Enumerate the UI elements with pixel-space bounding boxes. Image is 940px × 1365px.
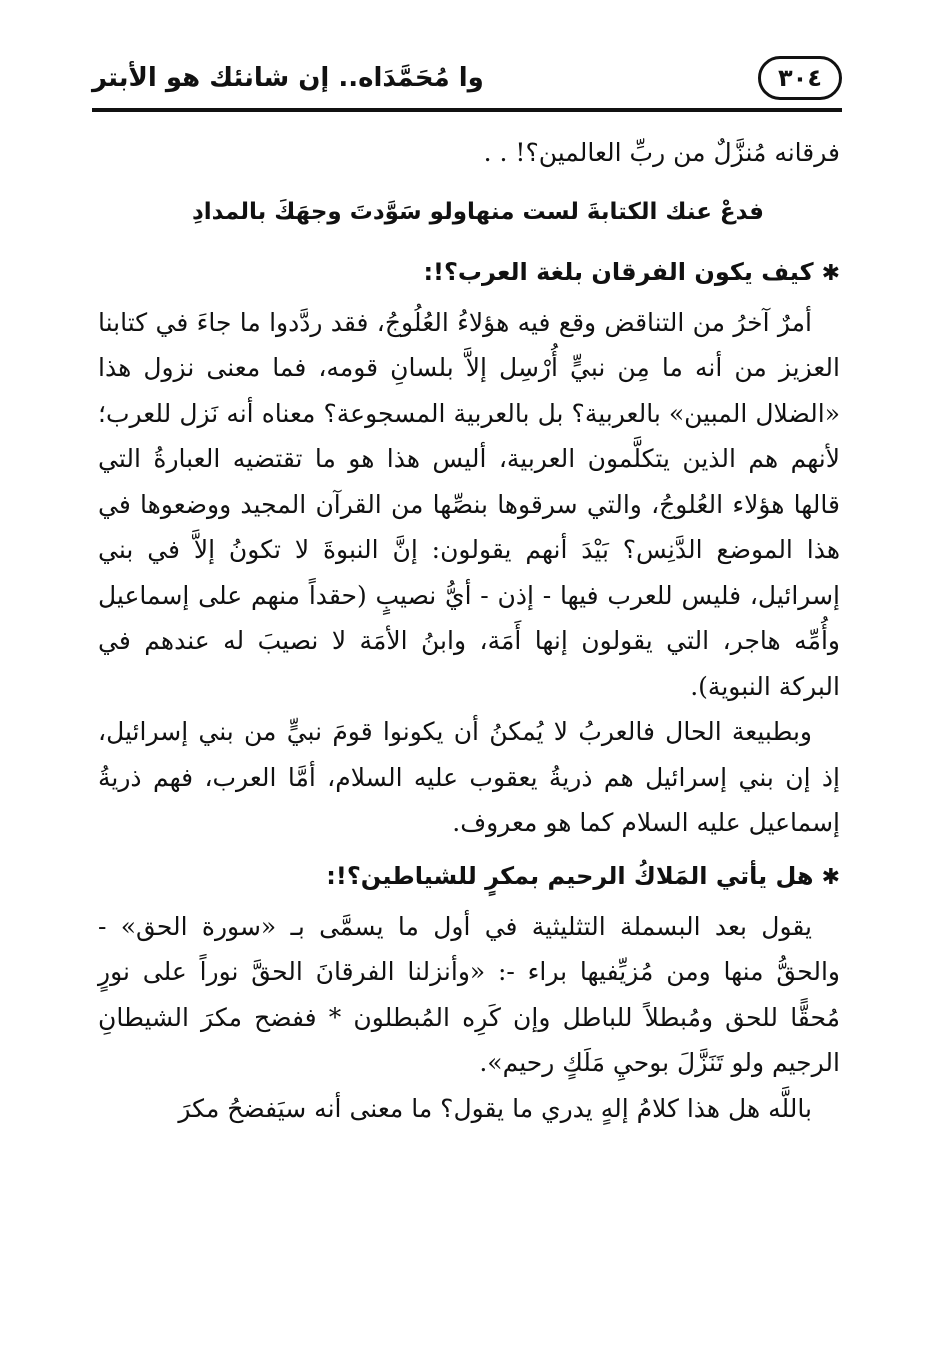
- paragraph: أمرٌ آخرُ من التناقض وقع فيه هؤلاءُ العُلُوجُ، فقد ردَّدوا ما جاءَ في كتابنا العزيز من أنه ما مِن نبيٍّ أُرْسِل إلاَّ بلسانِ قومه، فما معنى نزول هذا «الضلال المبين» بالعربية؟ بل بالعربية المسجوعة؟ معناه أنه نَزل للعرب؛ لأنهم هم الذين يتكلَّمون العربية، أليس هذا هو ما تقتضيه العبارةُ التي قالها هؤلاء العُلوجُ، والتي سرقوها بنصِّها من القرآن المجيد ووضعوها في هذا الموضع الدَّنِس؟ بَيْدَ أنهم يقولون: إنَّ النبوةَ لا تكونُ إلاَّ في بني إسرائيل، فليس للعرب فيها - إذن - أيُّ نصيبٍ (حقداً منهم على إسماعيل وأُمِّه هاجر، التي يقولون إنها أَمَة، وابنُ الأمَة لا نصيبَ له عندهم في البركة النبوية).: [98, 307, 840, 701]
- paragraph: وبطبيعة الحال فالعربُ لا يُمكنُ أن يكونوا قومَ نبيٍّ من بني إسرائيل، إذ إن بني إسرائيل هم ذريةُ يعقوب عليه السلام، أمَّا العرب، فهم ذريةُ إسماعيل عليه السلام كما هو معروف.: [98, 717, 840, 837]
- intro-line: فرقانه مُنزَّلٌ من ربِّ العالمين؟! . .: [483, 138, 840, 167]
- page-body: [98, 130, 840, 1131]
- header-rule: [92, 108, 842, 112]
- page-number-badge: ٣٠٤: [758, 56, 842, 100]
- running-title: وا مُحَمَّدَاه.. إن شانئك هو الأبتر: [92, 63, 484, 93]
- section-heading: [98, 854, 840, 900]
- verse-second-half: ولو سَوَّدتَ وجهَكَ بالمدادِ: [191, 198, 468, 225]
- paragraph: يقول بعد البسملة التثليثية في أول ما يسمَّى بـ «سورة الحق» - والحقُّ منها ومن مُزيِّفيها براء -: «وأنزلنا الفرقانَ الحقَّ نوراً على نورٍ مُحقًّا للحق ومُبطلاً للباطل وإن كَرِه المُبطلون * ففضح مكرَ الشيطانِ الرجيم ولو تَنَزَّلَ بوحيِ مَلَكٍ رحيم».: [98, 911, 840, 1077]
- verse-first-half: فدعْ عنك الكتابةَ لست منها: [467, 198, 764, 225]
- section-heading: [98, 250, 840, 296]
- asterisk-icon: ✱: [821, 260, 840, 286]
- paragraph: باللَّه هل هذا كلامُ إلهٍ يدري ما يقول؟ ما معنى أنه سيَفضحُ مكرَ: [178, 1093, 812, 1123]
- section-heading-text: هل يأتي المَلاكُ الرحيم بمكرٍ للشياطين؟!:: [326, 861, 814, 890]
- page-header: [92, 50, 842, 112]
- asterisk-icon: ✱: [821, 864, 840, 890]
- poetry-verse: [98, 176, 840, 242]
- section-heading-text: كيف يكون الفرقان بلغة العرب؟!:: [423, 257, 814, 286]
